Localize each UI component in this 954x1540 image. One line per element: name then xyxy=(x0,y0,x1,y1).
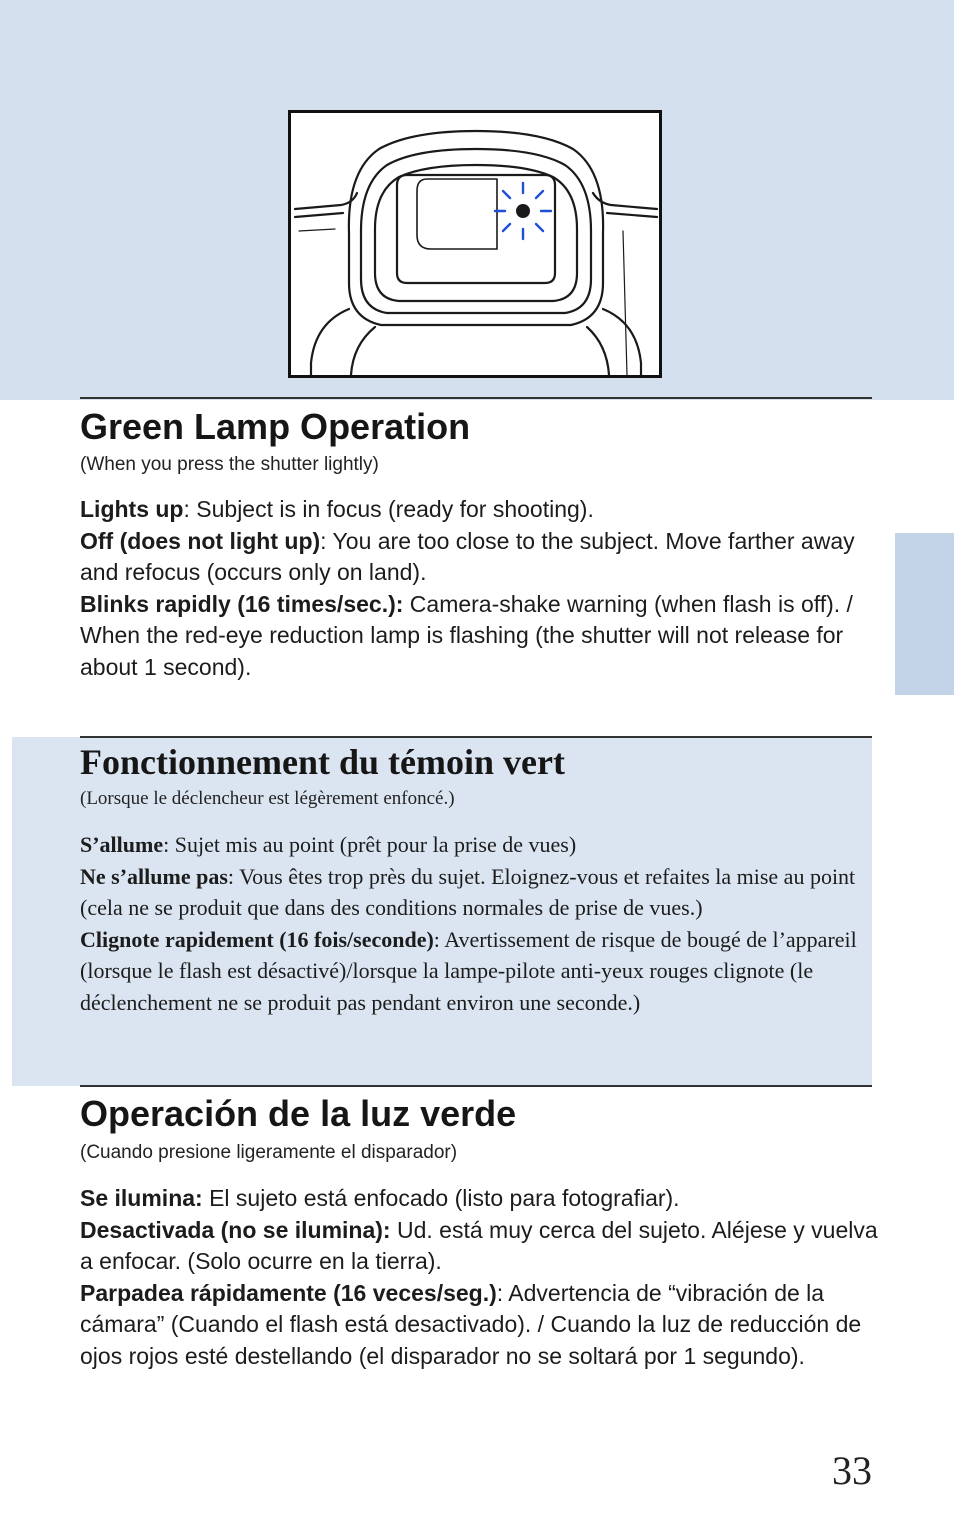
section-subtitle-spanish: (Cuando presione ligeramente el disparador) xyxy=(80,1142,458,1163)
definition-term: Parpadea rápidamente (16 veces/seg.) xyxy=(80,1279,497,1306)
section-body-french xyxy=(80,829,870,1018)
definition-text: Vous êtes trop près du sujet. Eloignez-vous et refaites la mise au point (cela ne se produit que dans des conditions normales de prise de vues.) xyxy=(80,863,856,920)
section-title-french: Fonctionnement du témoin vert xyxy=(80,742,565,782)
definition-item xyxy=(80,1183,880,1215)
definition-item: Off (does not light up): You are too close to the subject. Move farther away and refocus (occurs only on land). xyxy=(80,527,855,586)
definition-text: Subject is in focus (ready for shooting). xyxy=(196,496,594,522)
definition-item: Clignote rapidement (16 fois/seconde): Avertissement de risque de bougé de l’appareil (lorsque le flash est désactivé)/lorsque la lampe-pilote anti-yeux rouges clignote (le déclenchement ne se produit pas pendant environ une seconde.) xyxy=(80,926,857,1015)
definition-text: Advertencia de “vibración de la cámara” (Cuando el flash está desactivado). / Cuando la luz de reducción de ojos rojos esté destellando (el disparador no se soltará por 1 segundo). xyxy=(80,1279,862,1369)
definition-text: You are too close to the subject. Move farther away and refocus (occurs only on land). xyxy=(80,527,855,586)
definition-term: Blinks rapidly (16 times/sec.): xyxy=(80,590,404,617)
definition-text: El sujeto está enfocado (listo para fotografiar). xyxy=(209,1185,680,1211)
definition-term: Off (does not light up) xyxy=(80,527,321,554)
definition-text: Avertissement de risque de bougé de l’appareil (lorsque le flash est désactivé)/lorsque la lampe-pilote anti-yeux rouges clignote (le déclenchement ne se produit pas pendant environ une seconde.) xyxy=(80,926,857,1015)
definition-text: Ud. está muy cerca del sujeto. Aléjese y vuelva a enfocar. (Solo ocurre en la tierra). xyxy=(80,1216,878,1275)
section-title-english: Green Lamp Operation xyxy=(80,406,471,447)
definition-text: Sujet mis au point (prêt pour la prise de vues) xyxy=(174,832,577,857)
section-body-english xyxy=(80,494,880,684)
page-edge-tab xyxy=(895,533,954,695)
definition-item: Ne s’allume pas: Vous êtes trop près du sujet. Eloignez-vous et refaites la mise au point (cela ne se produit que dans des conditions normales de prise de vues.) xyxy=(80,863,856,920)
section-rule-spanish xyxy=(80,1085,872,1087)
section-rule-english xyxy=(80,397,872,399)
page-number: 33 xyxy=(832,1448,872,1493)
section-subtitle-french: (Lorsque le déclencheur est légèrement enfoncé.) xyxy=(80,788,455,809)
green-lamp-icon xyxy=(495,183,551,239)
definition-item: Parpadea rápidamente (16 veces/seg.): Advertencia de “vibración de la cámara” (Cuando el flash está desactivado). / Cuando la luz de reducción de ojos rojos esté destellando (el disparador no se soltará por 1 segundo). xyxy=(80,1279,862,1369)
definition-item xyxy=(80,589,880,684)
definition-item: S’allume: Sujet mis au point (prêt pour la prise de vues) xyxy=(80,832,577,857)
definition-term: Se ilumina: xyxy=(80,1185,203,1211)
section-rule-french xyxy=(80,736,872,738)
definition-term: S’allume xyxy=(80,832,164,857)
definition-term: Desactivada (no se ilumina): xyxy=(80,1216,391,1243)
definition-item xyxy=(80,1215,880,1278)
definition-item: Lights up: Subject is in focus (ready for shooting). xyxy=(80,496,594,522)
section-body-spanish xyxy=(80,1183,880,1373)
definition-term: Ne s’allume pas xyxy=(80,863,228,889)
viewfinder-illustration xyxy=(288,110,662,378)
section-title-spanish: Operación de la luz verde xyxy=(80,1093,517,1134)
definition-text: Camera-shake warning (when flash is off). / When the red-eye reduction lamp is flashing (the shutter will not release for about 1 second). xyxy=(80,590,853,680)
definition-term: Lights up xyxy=(80,496,184,522)
section-subtitle-english: (When you press the shutter lightly) xyxy=(80,454,379,475)
definition-term: Clignote rapidement (16 fois/seconde) xyxy=(80,926,434,952)
